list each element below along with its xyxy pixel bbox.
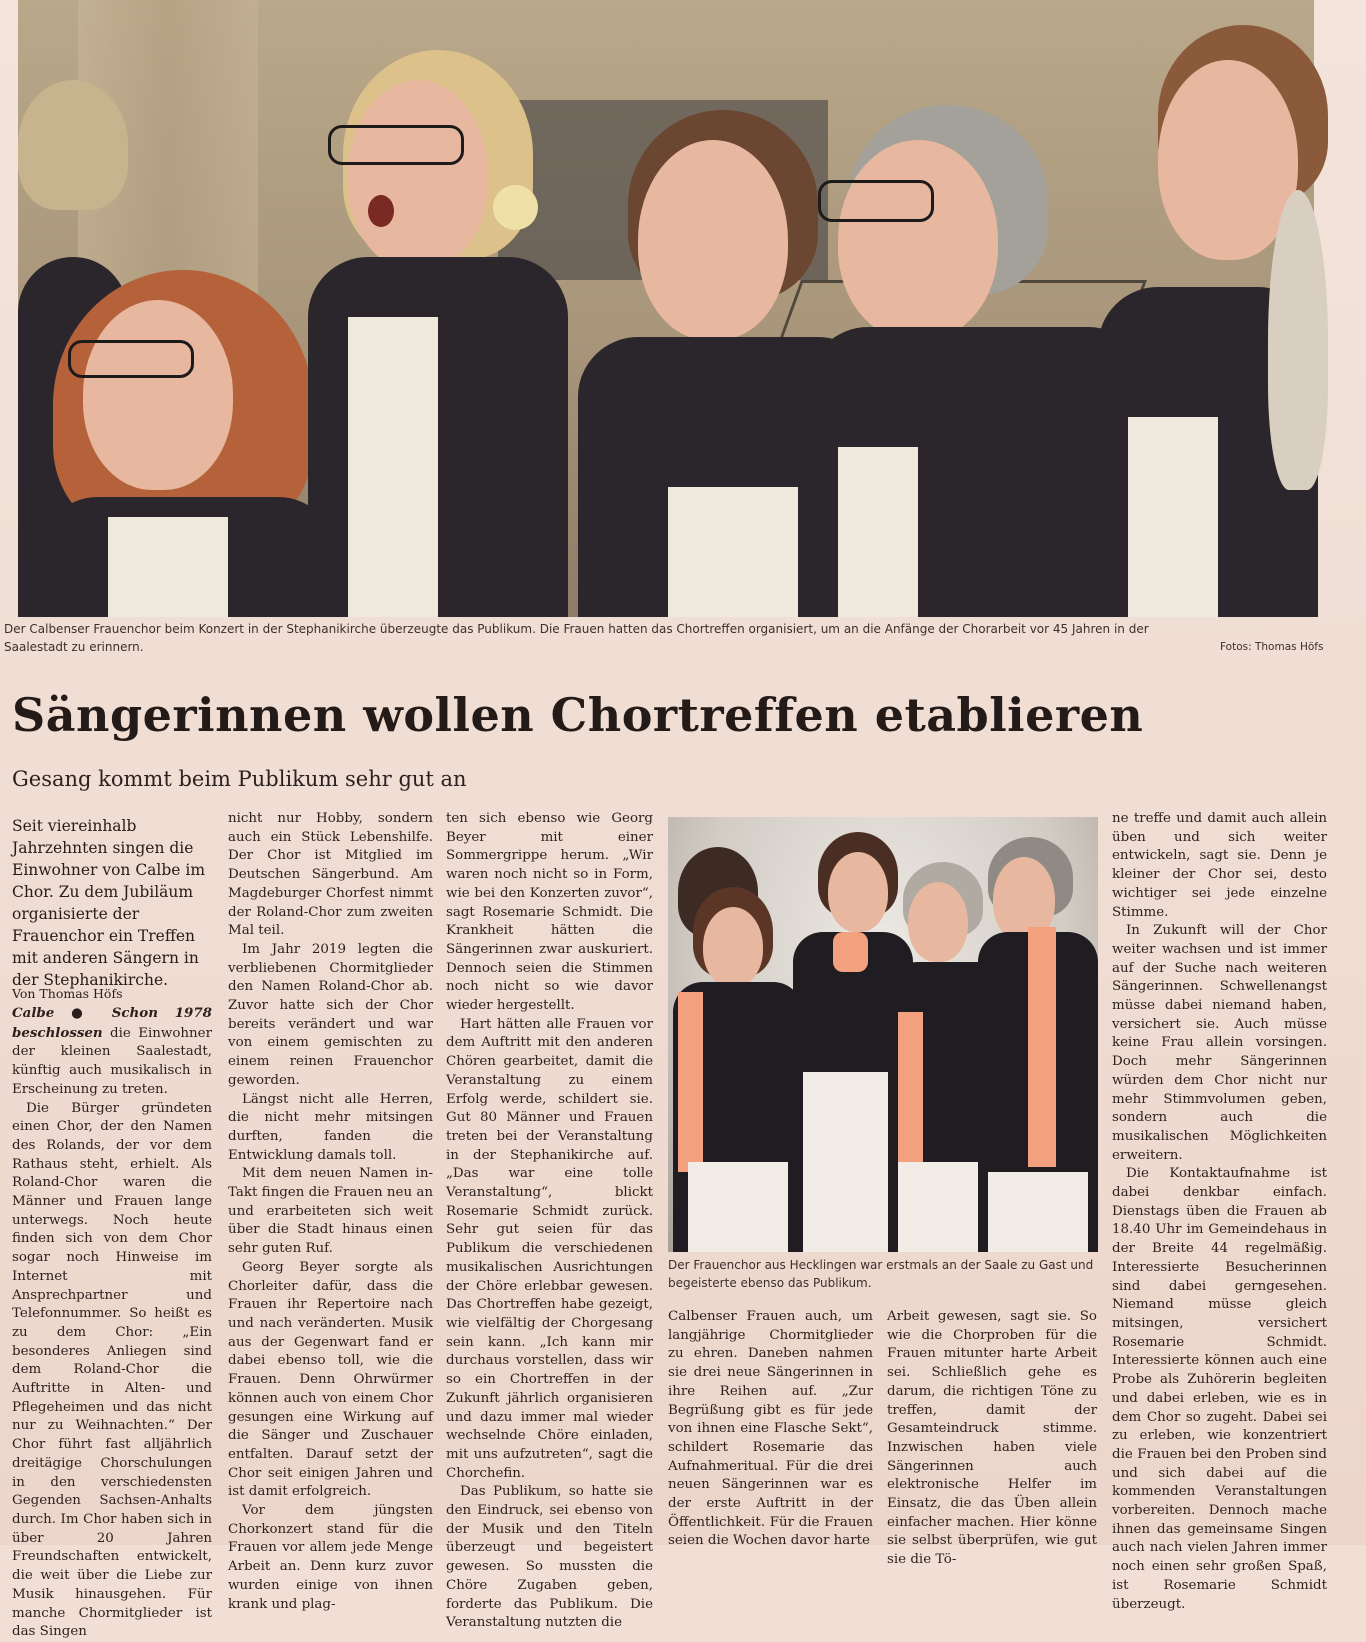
dateline: Calbe ● Schon 1978 beschlossen — [12, 1005, 212, 1041]
paragraph-text: die Einwohner der kleinen Saalestadt, künftig auch musikalisch in Erscheinung zu treten. — [12, 1025, 212, 1097]
paragraph: Die Bürger gründeten einen Chor, der den Namen des Rolands, der vor dem Rathaus steht, erhielt. Als Roland-Chor waren die Männer und Frauen lange unterwegs. Noch heute finden sich von dem Chor sogar noch Hinweise im Internet mit Ansprechpartner und Telefonnummer. So heißt es zu dem Chor: „Ein besonderes Anliegen sind dem Roland-Chor die Auftritte in Alten- und Pflegeheimen und das nicht nur zu Weihnachten.“ Der Chor führt fast alljährlich dreitägige Chorschulungen in den verschiedensten Gegenden Sachsen-Anhalts durch. Im Chor haben sich in über 20 Jahren Freundschaften entwickelt, die weit über die Liebe zur Musik hinausgehen. Für manche Chormitglieder ist das Singen — [12, 1100, 212, 1640]
article-column-4 — [668, 1308, 873, 1549]
paragraph: Mit dem neuen Namen in-Takt fingen die Frauen neu an und erarbeiteten sich weit über die Stadt hinaus einen sehr guten Ruf. — [228, 1166, 433, 1257]
paragraph: nicht nur Hobby, sondern auch ein Stück Lebenshilfe. Der Chor ist Mitglied im Deutschen Sängerbund. Am Magdeburger Chorfest nimmt der Roland-Chor zum zweiten Mal teil. — [228, 811, 433, 939]
singer-red-hair — [38, 0, 348, 617]
article-teaser: Seit viereinhalb Jahrzehnten singen die Einwohner von Calbe im Chor. Zu dem Jubiläum organisierte der Frauenchor ein Treffen mit anderen Sängern in der Stephanikirche. — [12, 817, 206, 989]
second-photo — [668, 817, 1098, 1252]
paragraph: Hart hätten alle Frauen vor dem Auftritt mit den anderen Chören gearbeitet, damit die Veranstaltung zu einem Erfolg werde, schildert sie. Gut 80 Männer und Frauen treten bei der Veranstaltung in der Stephanikirche auf. „Das war eine tolle Veranstaltung“, blickt Rosemarie Schmidt zurück. Sehr gut seien für das Publikum die verschiedenen musikalischen Ausrichtungen der Chöre erlebbar gewesen. Das Chortreffen habe gezeigt, wie vielfältig der Chorgesang sein kann. „Ich kann mir durchaus vorstellen, dass wir so ein Chortreffen in der Zukunft jährlich organisieren und dazu immer mal wieder wechselnde Chöre einladen, mit uns aufzutreten“, sagt die Chorchefin. — [446, 1016, 653, 1481]
article-headline: Sängerinnen wollen Chortreffen etablieren — [12, 688, 1144, 742]
paragraph: Längst nicht alle Herren, die nicht mehr mitsingen durften, fanden die Entwicklung damals toll. — [228, 1091, 433, 1163]
singer-right — [1098, 0, 1318, 617]
article-byline: Von Thomas Höfs — [12, 986, 123, 1001]
paragraph — [12, 1004, 212, 1100]
main-photo — [18, 0, 1314, 617]
second-photo-caption: Der Frauenchor aus Hecklingen war erstmals an der Saale zu Gast und begeisterte ebenso das Publikum. — [668, 1258, 1094, 1290]
main-photo-caption: Der Calbenser Frauenchor beim Konzert in der Stephanikirche überzeugte das Publikum. Die Frauen hatten das Chortreffen organisiert, um an die Anfänge der Chorarbeit vor 45 Jahren in der Saalestadt zu erinnern. — [4, 622, 1149, 654]
article-column-6 — [1112, 810, 1327, 1612]
paragraph: ne treffe und damit auch allein üben und sich weiter entwickeln, sagt sie. Denn je kleiner der Chor sei, desto wichtiger sei jede einzelne Stimme. — [1112, 811, 1327, 920]
hecklingen-singer-1 — [668, 817, 808, 1252]
singer-gray-hair — [808, 0, 1148, 617]
singer-blonde — [308, 0, 568, 617]
hecklingen-singer-4 — [968, 817, 1098, 1252]
paragraph: In Zukunft will der Chor weiter wachsen und ist immer auf der Suche nach weiteren Sängerinnen. Schwellenangst müsse dabei niemand haben, versichert sie. Auch müsse keine Frau allein vorsingen. Doch mehr Sängerinnen würden dem Chor nicht nur mehr Stimmvolumen geben, sondern auch die musikalischen Möglichkeiten erweitern. — [1112, 923, 1327, 1163]
paragraph: Die Kontaktaufnahme ist dabei denkbar einfach. Dienstags üben die Frauen ab 18.40 Uhr im Gemeindehaus in der Breite 44 regelmäßig. Interessierte Besucherinnen sind dabei gerngesehen. Niemand müsse gleich mitsingen, versichert Rosemarie Schmidt. Interessierte können auch eine Probe als Zuhörerin begleiten und dabei erleben, wie es in dem Chor so zugeht. Dabei sei zu erleben, wie konzentriert die Frauen bei den Proben sind und sich dabei auf die kommenden Veranstaltungen vorbereiten. Dennoch mache ihnen das gemeinsame Singen auch nach vielen Jahren immer noch einen sehr großen Spaß, ist Rosemarie Schmidt überzeugt. — [1112, 1166, 1327, 1612]
photo-credit: Fotos: Thomas Höfs — [1220, 641, 1324, 653]
article-column-1 — [12, 1004, 212, 1640]
paragraph: Vor dem jüngsten Chorkonzert stand für die Frauen vor allem jede Menge Arbeit an. Denn kurz zuvor wurden einige von ihnen krank und plag- — [228, 1503, 433, 1612]
paragraph: Im Jahr 2019 legten die verbliebenen Chormitglieder den Namen Roland-Chor ab. Zuvor hatte sich der Chor bereits verändert und war von einem gemischten zu einem reinen Frauenchor geworden. — [228, 941, 433, 1088]
article-column-5 — [887, 1308, 1097, 1568]
paragraph: ten sich ebenso wie Georg Beyer mit einer Sommergrippe herum. „Wir waren noch nicht so in Form, wie bei den Konzerten zuvor“, sagt Rosemarie Schmidt. Die Krankheit hätten die Sängerinnen zwar auskuriert. Dennoch seien die Stimmen noch nicht so wie davor wieder hergestellt. — [446, 811, 653, 1014]
paragraph: Arbeit gewesen, sagt sie. So wie die Chorproben für die Frauen mitunter harte Arbeit sei. Schließlich gehe es darum, die richtigen Töne zu treffen, damit der Gesamteindruck stimme. Inzwischen haben viele Sängerinnen auch elektronische Helfer im Einsatz, die das Üben allein einfacher machen. Hier könne sie selbst überprüfen, wie gut sie die Tö- — [887, 1309, 1097, 1568]
paragraph: Das Publikum, so hatte sie den Eindruck, sei ebenso von der Musik und den Titeln überzeugt und begeistert gewesen. So mussten die Chöre Zugaben geben, forderte das Publikum. Die Veranstaltung nutzten die — [446, 1484, 653, 1631]
article-column-3 — [446, 810, 653, 1631]
paragraph: Georg Beyer sorgte als Chorleiter dafür, dass die Frauen ihr Repertoire nach und nach veränderten. Musik aus der Gegenwart fand er dabei ebenso toll, wie die Frauen. Denn Ohrwürmer können auch von einem Chor gesungen eine Wirkung auf die Sänger und Zuschauer entfalten. Darauf setzt der Chor seit einigen Jahren und ist damit erfolgreich. — [228, 1259, 433, 1500]
article-subheadline: Gesang kommt beim Publikum sehr gut an — [12, 767, 467, 791]
paragraph: Calbenser Frauen auch, um langjährige Chormitglieder zu ehren. Daneben nahmen sie drei neue Sängerinnen in ihre Reihen auf. „Zur Begrüßung gibt es für jede von ihnen eine Flasche Sekt“, schildert Rosemarie das Aufnahmeritual. Für die drei neuen Sängerinnen war es der erste Auftritt in der Öffentlichkeit. Für die Frauen seien die Wochen davor harte — [668, 1309, 873, 1549]
article-column-2 — [228, 810, 433, 1612]
